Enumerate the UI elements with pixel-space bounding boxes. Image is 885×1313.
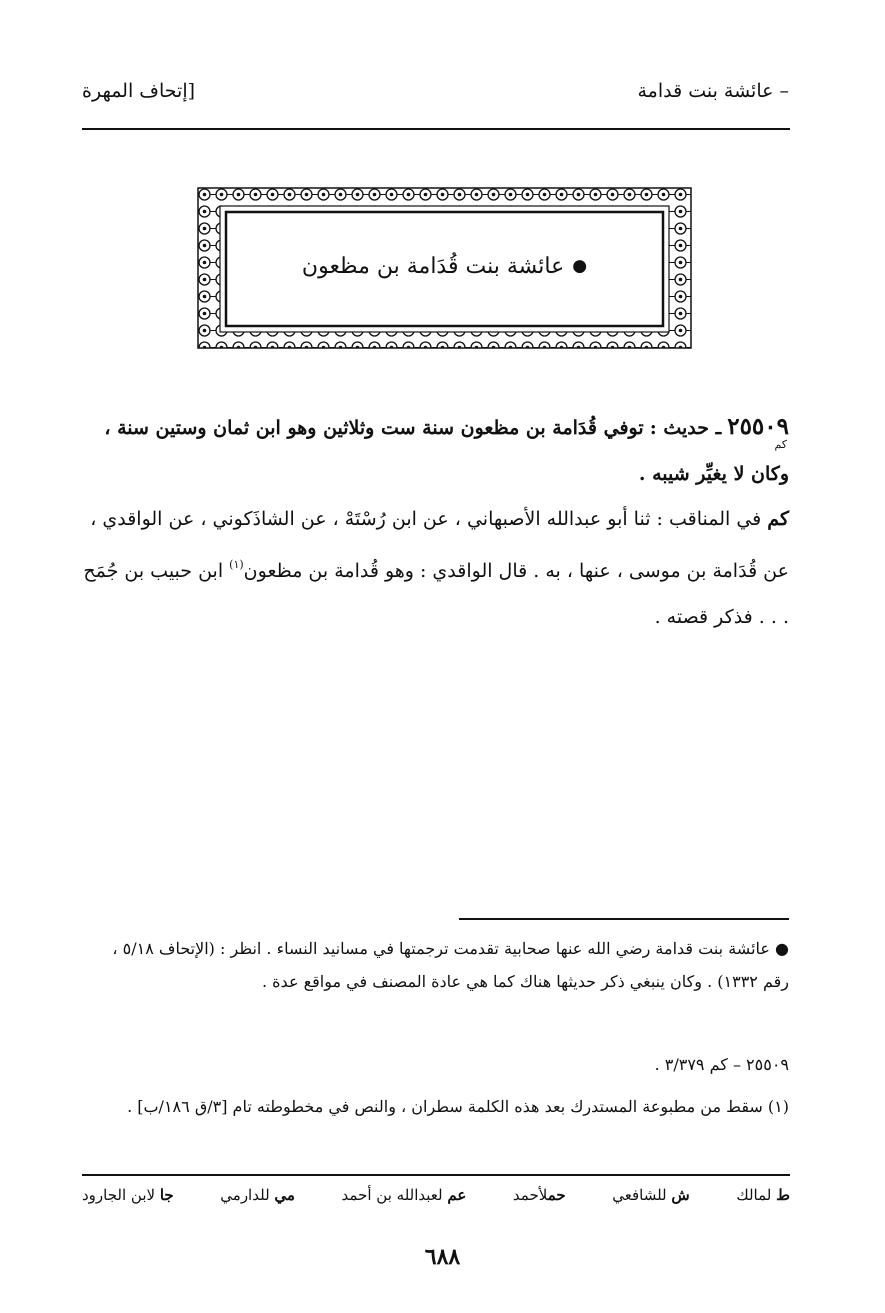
key-item: ط لمالك [736,1186,790,1204]
key-divider [82,1174,790,1176]
footnote-reference: ٢٥٥٠٩ – كم ٣/٣٧٩ . [654,1055,789,1074]
running-header-chapter: – عائشة بنت قدامة [637,80,789,102]
key-item: ش للشافعي [612,1186,690,1204]
section-title-text: عائشة بنت قُدَامة بن مظعون [301,253,565,279]
section-title [232,214,657,318]
isnad-text-end: ابن حبيب بن جُمَح . . . فذكر قصته . [83,560,789,628]
page-number: ٦٨٨ [424,1244,461,1270]
bullet-icon: ● [572,256,588,276]
source-siglum: كم [767,508,789,530]
running-header-book: [إتحاف المهرة [82,80,196,102]
footnote-1: (١) سقط من مطبوعة المستدرك بعد هذه الكلمة سطران ، والنص في مخطوطته تام [٣/ق ١٨٦/ب] . [127,1097,789,1116]
margin-siglum: كم [774,438,787,451]
isnad-text: في المناقب : ثنا أبو عبدالله الأصبهاني ، عن ابن رُسْتَهْ ، عن الشاذَكوني ، عن الواقدي ، عن قُدَامة بن موسى ، عنها ، به . قال الواقدي : وهو قُدامة بن مظعون [90,508,789,582]
hadith-number: ٢٥٥٠٩ [727,413,789,440]
isnad-paragraph [83,496,789,640]
key-item: عم لعبدالله بن أحمد [341,1186,467,1204]
hadith-label: ـ حديث : [649,417,722,439]
abbreviation-key [82,1186,790,1204]
hadith-text: توفي قُدَامة بن مظعون سنة ست وثلاثين وهو ابن ثمان وستين سنة ، وكان لا يغيِّر شيبه . [104,417,789,485]
header-divider [82,128,790,130]
footnote-divider [459,918,789,920]
hadith-paragraph [83,404,789,497]
footnote-marker: (١) [229,558,244,571]
key-item: مي للدارمي [220,1186,295,1204]
footnote-biography: ● عائشة بنت قدامة رضي الله عنها صحابية تقدمت ترجمتها في مسانيد النساء . انظر : (الإتحاف ٥/١٨ ، رقم ١٣٣٢) . وكان ينبغي ذكر حديثها هناك كما هي عادة المصنف في مواقع عدة . [112,939,789,991]
key-item: حملأحمد [512,1186,566,1204]
key-item: جا لابن الجارود [82,1186,174,1204]
